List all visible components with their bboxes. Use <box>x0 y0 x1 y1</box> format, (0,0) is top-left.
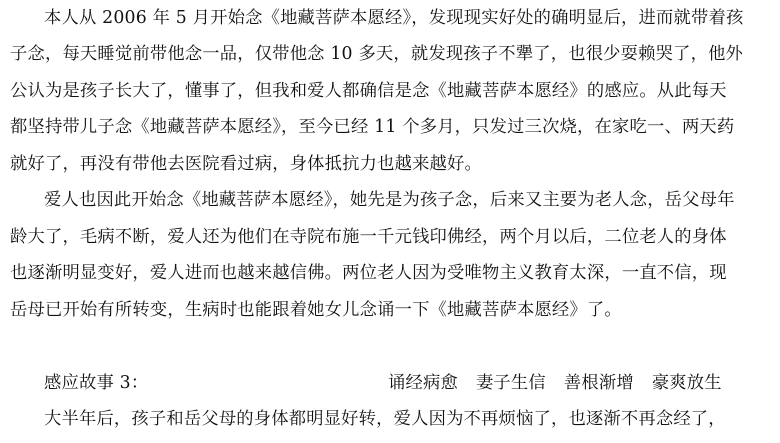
story-tag: 豪爽放生 <box>651 373 722 393</box>
story-tag: 妻子生信 <box>475 373 546 393</box>
paragraph-1-line-3: 公认为是孩子长大了，懂事了，但我和爱人都确信是念《地藏菩萨本愿经》的感应。从此每天 <box>10 81 727 101</box>
paragraph-1-line-4: 都坚持带儿子念《地藏菩萨本愿经》，至今已经 11 个多月，只发过三次烧，在家吃一、两天药 <box>10 117 735 137</box>
paragraph-1-line-2: 子念，每天睡觉前带他念一品，仅带他念 10 多天，就发现孩子不犟了，也很少耍赖哭了，他外 <box>10 44 744 64</box>
story-tag: 善根渐增 <box>563 373 634 393</box>
paragraph-2-line-3: 也逐渐明显变好，爱人进而也越来越信佛。两位老人因为受唯物主义教育太深，一直不信，现 <box>10 263 727 283</box>
paragraph-2-line-2: 龄大了，毛病不断，爱人还为他们在寺院布施一千元钱印佛经，两个月以后，二位老人的身体 <box>10 227 727 247</box>
story-heading: 感应故事 3： <box>44 373 149 393</box>
story-tags <box>388 369 722 397</box>
paragraph-3-line-1: 大半年后，孩子和岳父母的身体都明显好转，爱人因为不再烦恼了，也逐渐不再念经了， <box>44 409 726 429</box>
paragraph-2-line-1: 爱人也因此开始念《地藏菩萨本愿经》，她先是为孩子念，后来又主要为老人念，岳父母年 <box>44 190 735 210</box>
paragraph-1-line-5: 就好了，再没有带他去医院看过病，身体抵抗力也越来越好。 <box>10 154 482 174</box>
story-tag: 诵经病愈 <box>388 373 458 393</box>
paragraph-1-line-1: 本人从 2006 年 5 月开始念《地藏菩萨本愿经》，发现现实好处的确明显后，进而就带着孩 <box>44 8 744 28</box>
paragraph-2-line-4: 岳母已开始有所转变，生病时也能跟着她女儿念诵一下《地藏菩萨本愿经》了。 <box>10 300 622 320</box>
